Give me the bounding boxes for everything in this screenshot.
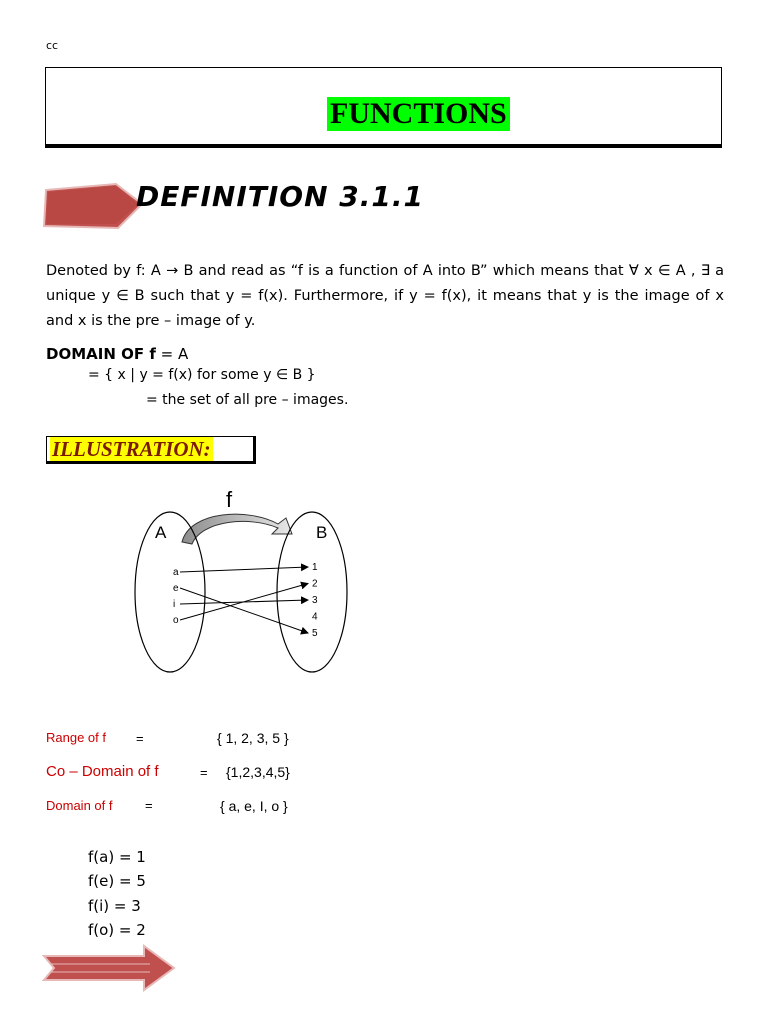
definition-paragraph: Denoted by f: A → B and read as “f is a function of A into B” which means that ∀ x ∈ A , ∃ a unique y ∈ B such that y = f(x). Furthermore, if y = f(x), it means that y is the image of x and x is the pre – image of y. <box>46 263 724 329</box>
domain-result-eq: = <box>145 798 153 813</box>
mapping-arrows <box>180 567 308 633</box>
set-a-element-o: o <box>173 615 179 626</box>
set-a-label: A <box>155 523 167 542</box>
mapping-arrow-e-to-5 <box>180 588 308 633</box>
set-b-element-4: 4 <box>312 611 318 623</box>
domain-set-builder: = { x | y = f(x) for some y ∈ B } <box>88 367 316 383</box>
mapping-arrow-a-to-1 <box>180 567 308 572</box>
range-row <box>46 730 106 746</box>
page-title: FUNCTIONS <box>327 97 510 131</box>
set-b-label: B <box>316 523 328 542</box>
domain-block <box>46 345 348 408</box>
set-b-elements <box>312 562 318 639</box>
domain-eq-a: = A <box>160 345 189 363</box>
red-block-arrow-icon <box>40 944 180 994</box>
red-arrow-icon <box>38 182 148 234</box>
illustration-label: ILLUSTRATION: <box>52 437 211 461</box>
function-label: f <box>226 487 233 512</box>
header-tag: cc <box>46 39 59 52</box>
codomain-row <box>46 762 159 780</box>
range-label: Range of f <box>46 730 106 745</box>
set-b-element-2: 2 <box>312 578 318 590</box>
function-value-a: f(a) = 1 <box>88 848 146 866</box>
function-value-e: f(e) = 5 <box>88 872 146 890</box>
codomain-label: Co – Domain of f <box>46 763 159 780</box>
set-b-ellipse <box>277 512 347 672</box>
codomain-value: {1,2,3,4,5} <box>226 764 290 780</box>
range-value: { 1, 2, 3, 5 } <box>217 730 289 746</box>
set-b-element-3: 3 <box>312 595 318 606</box>
domain-result-label: Domain of f <box>46 798 113 813</box>
domain-result-value: { a, e, I, o } <box>220 798 288 814</box>
set-a-element-i: i <box>173 599 176 610</box>
mapping-arrow-o-to-2 <box>180 584 308 621</box>
mapping-diagram <box>120 480 370 680</box>
set-a-element-a: a <box>173 567 179 578</box>
domain-label: DOMAIN OF f <box>46 345 156 363</box>
set-a-ellipse <box>135 512 205 672</box>
set-b-element-1: 1 <box>312 562 318 573</box>
title-box <box>45 67 722 148</box>
function-value-i: f(i) = 3 <box>88 897 141 915</box>
domain-row <box>46 798 112 814</box>
codomain-eq: = <box>200 765 208 780</box>
domain-pre-images: = the set of all pre – images. <box>146 392 349 408</box>
set-b-element-5: 5 <box>312 628 318 639</box>
set-a-elements <box>173 567 179 626</box>
range-eq: = <box>136 731 144 746</box>
set-a-element-e: e <box>173 583 179 594</box>
illustration-box <box>46 436 256 464</box>
function-value-o: f(o) = 2 <box>88 921 146 939</box>
function-curve-arrow <box>182 514 292 544</box>
definition-heading: DEFINITION 3.1.1 <box>136 180 424 213</box>
